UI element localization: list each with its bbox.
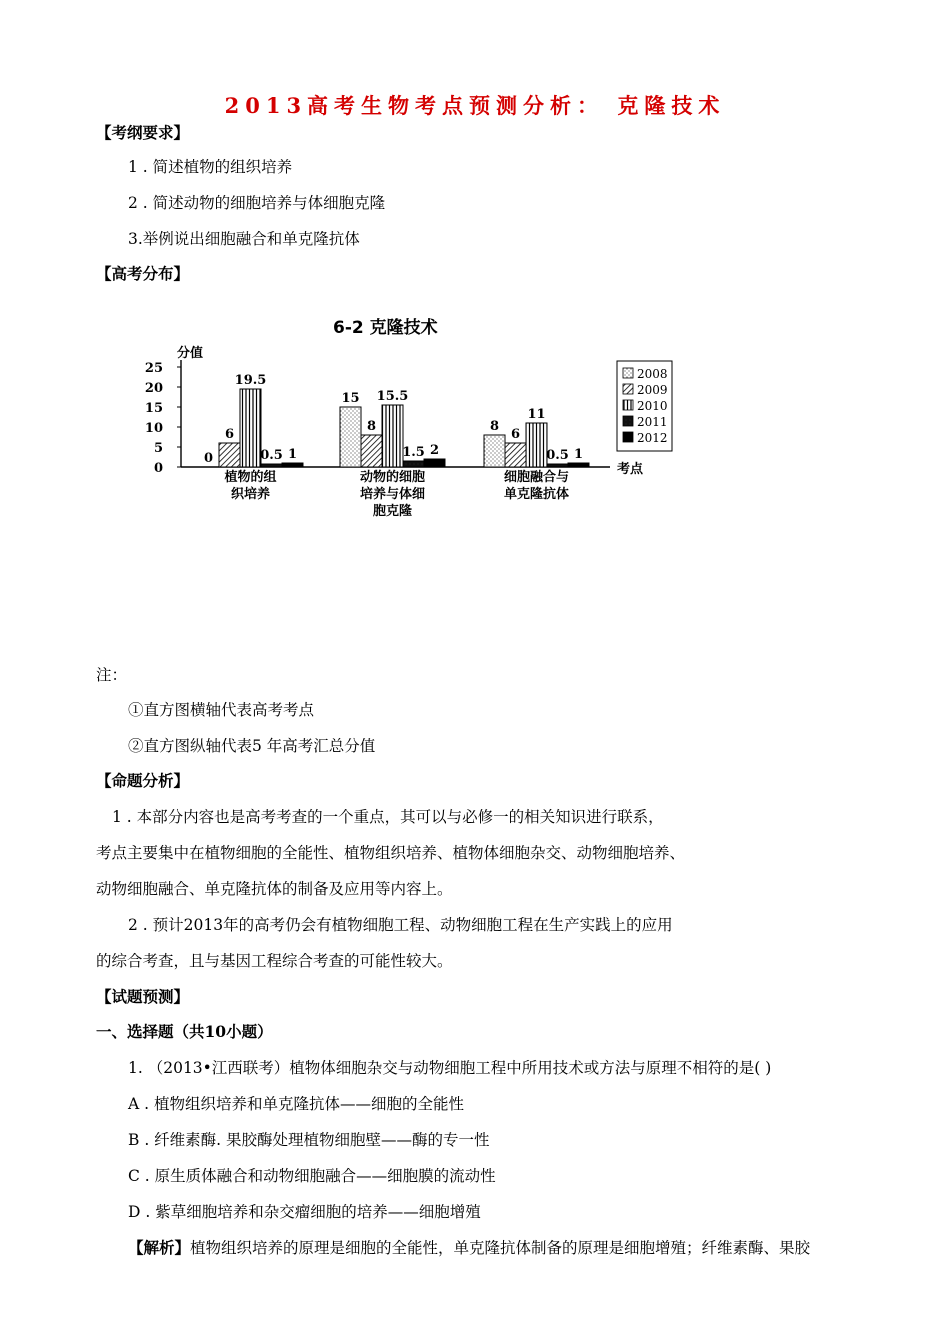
category-label: 动物的细胞 <box>359 470 426 485</box>
bar-2009 <box>505 443 526 467</box>
analysis-line: 考点主要集中在植物细胞的全能性、植物组织培养、植物体细胞杂交、动物细胞培养、 <box>96 844 686 862</box>
y-tick-label: 25 <box>144 361 163 376</box>
bar-2011 <box>261 464 282 467</box>
analysis-line: 的综合考查，且与基因工程综合考查的可能性较大。 <box>96 952 453 970</box>
legend-label: 2011 <box>637 415 668 429</box>
data-label: 6 <box>510 427 521 442</box>
y-tick-label: 15 <box>144 401 163 416</box>
y-tick-label: 0 <box>153 461 163 476</box>
note-item: ①直方图横轴代表高考考点 <box>128 701 315 719</box>
question-option-b: B . 纤维素酶. 果胶酶处理植物细胞壁——酶的专一性 <box>128 1131 490 1149</box>
analysis-text: 植物组织培养的原理是细胞的全能性，单克隆抗体制备的原理是细胞增殖；纤维素酶、果胶 <box>190 1239 811 1257</box>
legend-swatch-2008 <box>623 368 633 378</box>
y-tick-label: 10 <box>144 421 163 436</box>
x-axis-label: 考点 <box>617 462 644 477</box>
analysis-line: 1 . 本部分内容也是高考考查的一个重点，其可以与必修一的相关知识进行联系， <box>112 808 664 826</box>
legend-label: 2010 <box>637 399 668 413</box>
data-label: 15.5 <box>376 389 409 404</box>
bar-2008 <box>484 435 505 467</box>
data-label: 1 <box>287 447 298 462</box>
bar-2012 <box>568 463 589 467</box>
question-option-c: C . 原生质体融合和动物细胞融合——细胞膜的流动性 <box>128 1167 496 1185</box>
data-label: 11 <box>527 407 546 422</box>
requirement-item: 2 . 简述动物的细胞培养与体细胞克隆 <box>128 194 386 212</box>
data-label: 2 <box>429 443 440 458</box>
category-label: 单克隆抗体 <box>503 487 570 502</box>
section-requirements: 【考纲要求】 <box>96 123 190 142</box>
legend-label: 2008 <box>637 367 668 381</box>
bar-2008 <box>340 407 361 467</box>
data-label: 0.5 <box>260 448 283 463</box>
y-tick-label: 20 <box>144 381 163 396</box>
analysis-line: 动物细胞融合、单克隆抗体的制备及应用等内容上。 <box>96 880 453 898</box>
data-label: 8 <box>366 419 377 434</box>
category-label: 织培养 <box>230 487 271 502</box>
bar-2010 <box>240 389 261 467</box>
legend-swatch-2012 <box>623 432 633 442</box>
bar-2012 <box>282 463 303 467</box>
legend-swatch-2010 <box>623 400 633 410</box>
requirement-item: 1 . 简述植物的组织培养 <box>128 158 293 176</box>
legend-swatch-2009 <box>623 384 633 394</box>
question-option-a: A . 植物组织培养和单克隆抗体——细胞的全能性 <box>128 1095 464 1113</box>
data-label: 1.5 <box>402 445 425 460</box>
requirement-item: 3.举例说出细胞融合和单克隆抗体 <box>128 230 360 248</box>
analysis-line: 2 . 预计2013年的高考仍会有植物细胞工程、动物细胞工程在生产实践上的应用 <box>128 916 673 934</box>
category-label: 胞克隆 <box>372 504 413 519</box>
notes-label: 注： <box>96 666 128 684</box>
bar-2010 <box>526 423 547 467</box>
y-axis-label: 分值 <box>177 346 204 361</box>
bar-2011 <box>547 464 568 467</box>
y-tick-label: 5 <box>153 441 163 456</box>
data-label: 6 <box>224 427 235 442</box>
category-label: 植物的组 <box>224 470 277 485</box>
legend-swatch-2011 <box>623 416 633 426</box>
bar-2009 <box>361 435 382 467</box>
section-analysis: 【命题分析】 <box>96 771 190 790</box>
chart-title: 6-2 克隆技术 <box>333 318 438 338</box>
category-label: 培养与体细 <box>359 487 426 502</box>
analysis-label: 【解析】 <box>128 1238 191 1257</box>
note-item: ②直方图纵轴代表5 年高考汇总分值 <box>128 737 376 755</box>
legend-label: 2012 <box>637 431 668 445</box>
data-label: 1 <box>573 447 584 462</box>
page-title: 2013高考生物考点预测分析： 克隆技术 <box>224 93 726 118</box>
legend-label: 2009 <box>637 383 668 397</box>
question-section-heading: 一、选择题（共10小题） <box>96 1022 273 1041</box>
data-label: 0 <box>203 451 214 466</box>
bar-2009 <box>219 443 240 467</box>
bar-2012 <box>424 459 445 467</box>
category-label: 细胞融合与 <box>503 470 570 485</box>
section-distribution: 【高考分布】 <box>96 264 190 283</box>
data-label: 0.5 <box>546 448 569 463</box>
question-analysis <box>128 1236 810 1258</box>
bar-2010 <box>382 405 403 467</box>
data-label: 19.5 <box>234 373 267 388</box>
section-prediction: 【试题预测】 <box>96 987 190 1006</box>
data-label: 8 <box>489 419 500 434</box>
bar-chart <box>0 330 950 570</box>
question-stem: 1. （2013•江西联考）植物体细胞杂交与动物细胞工程中所用技术或方法与原理不相符的是( ) <box>128 1059 772 1077</box>
bar-2011 <box>403 461 424 467</box>
data-label: 15 <box>341 391 360 406</box>
question-option-d: D . 紫草细胞培养和杂交瘤细胞的培养——细胞增殖 <box>128 1203 481 1221</box>
